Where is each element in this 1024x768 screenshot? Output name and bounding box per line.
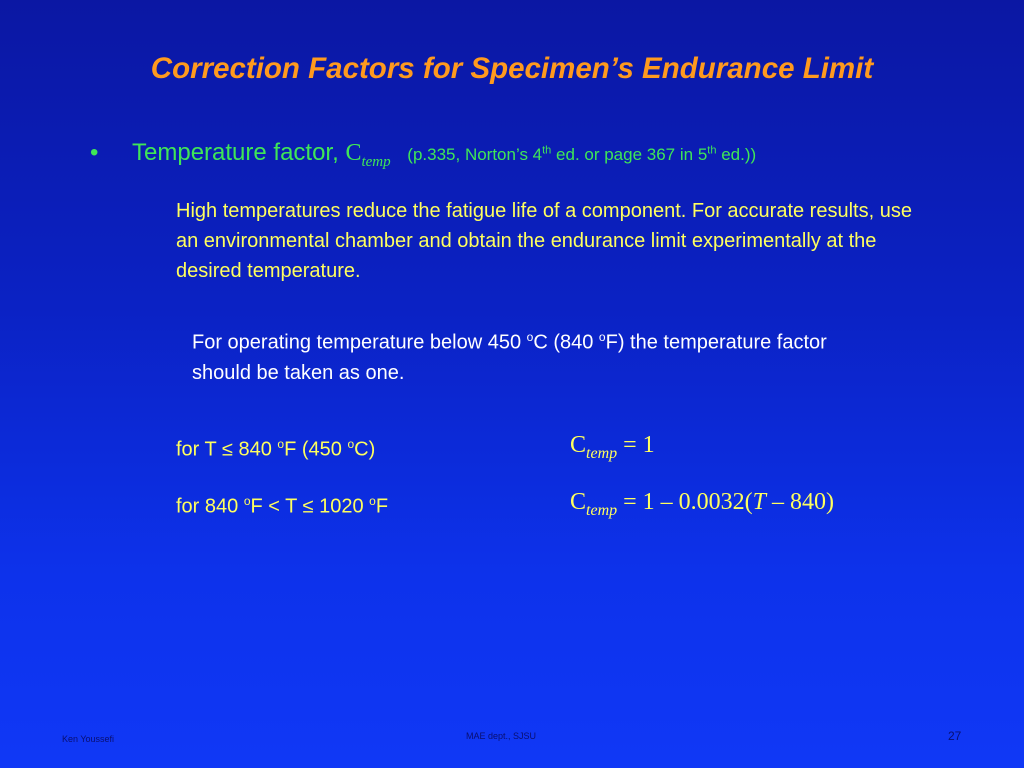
description-paragraph: High temperatures reduce the fatigue life of a component. For accurate results, use an environmental chamber and obtain the endurance limit experimentally at the desired temperature. <box>176 200 912 282</box>
ref-start: (p.335, Norton’s 4 <box>407 145 543 164</box>
bullet-marker: • <box>90 139 99 166</box>
note-part-2: C (840 <box>533 331 599 354</box>
ref-sup-1: th <box>542 144 552 157</box>
condition-2-text-a: for 840 <box>176 495 244 518</box>
formula-2-main: C <box>570 489 587 515</box>
formula-2-variable: T <box>752 489 767 515</box>
condition-1 <box>176 437 375 462</box>
footer-page-number: 27 <box>948 729 962 743</box>
reference-note <box>407 145 756 164</box>
note-part-1: For operating temperature below 450 <box>192 331 527 354</box>
formula-1 <box>570 432 655 463</box>
formula-1-rhs: = 1 <box>617 432 655 458</box>
note-part-3: F) the temperature factor should be taken as one. <box>192 331 827 384</box>
condition-2-degree-a: o <box>243 494 251 508</box>
condition-1-degree-b: o <box>347 437 355 451</box>
condition-1-text-b: F (450 <box>284 438 348 461</box>
bullet-temperature-factor <box>90 139 756 171</box>
symbol-subscript: temp <box>361 153 391 170</box>
footer-author: Ken Youssefi <box>62 734 115 744</box>
degree-sup-2: o <box>598 330 606 344</box>
condition-2-degree-b: o <box>369 494 376 508</box>
condition-1-text-a: for T ≤ 840 <box>176 438 278 461</box>
operating-temperature-note <box>192 322 832 388</box>
condition-2 <box>176 494 388 519</box>
ref-sup-2: th <box>707 144 717 157</box>
formula-2 <box>570 489 834 520</box>
ref-middle: ed. or page 367 in 5 <box>551 145 708 164</box>
bullet-label: Temperature factor, <box>132 139 346 166</box>
formula-1-subscript: temp <box>586 444 618 462</box>
slide-title: Correction Factors for Specimen’s Endurance Limit <box>150 52 874 85</box>
footer-department: MAE dept., SJSU <box>466 731 537 741</box>
formula-2-subscript: temp <box>586 501 618 519</box>
condition-2-text-c: F <box>375 495 389 518</box>
condition-1-degree-a: o <box>277 437 285 451</box>
ref-end: ed.)) <box>716 145 757 164</box>
symbol-main: C <box>345 140 362 166</box>
degree-sup-1: o <box>526 330 534 344</box>
formula-2-rhs: = 1 – 0.0032( <box>617 489 753 515</box>
formula-2-tail: – 840) <box>766 489 835 515</box>
condition-2-text-b: F < T ≤ 1020 <box>250 495 370 518</box>
formula-1-main: C <box>570 432 587 458</box>
condition-1-text-c: C) <box>354 438 376 461</box>
